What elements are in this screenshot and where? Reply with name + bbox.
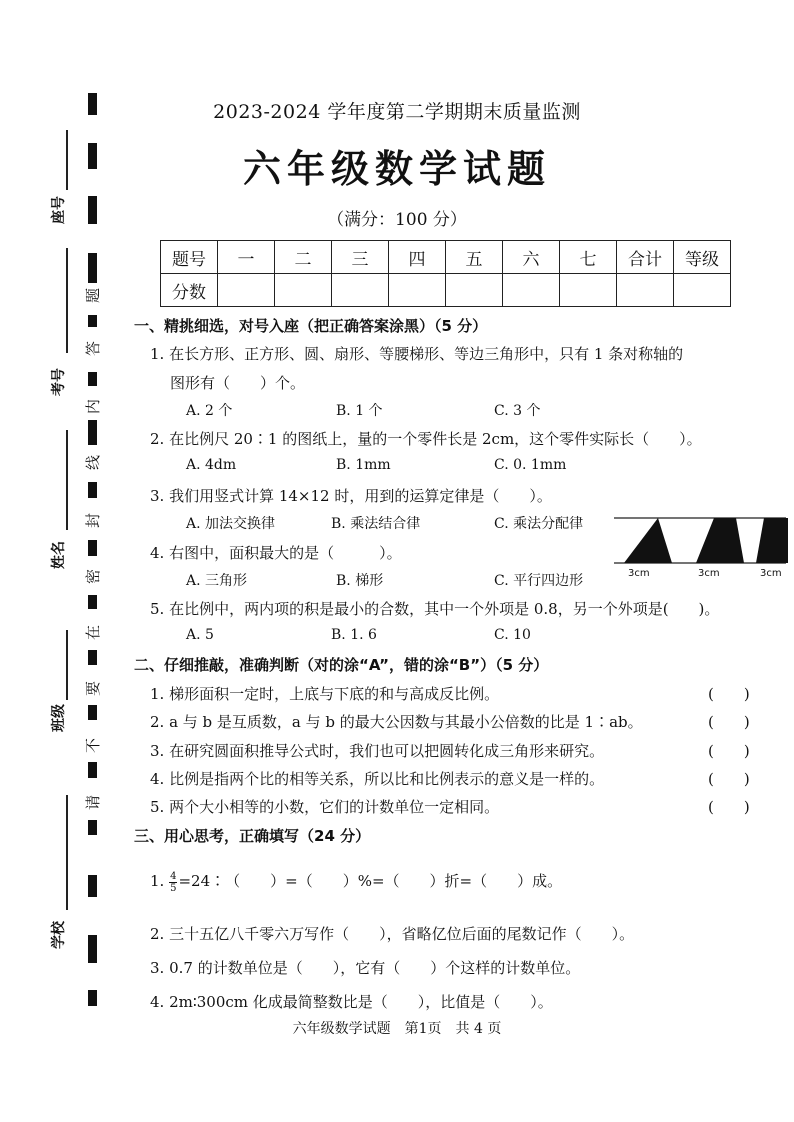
- question-text: 图形有（ ）个。: [170, 374, 306, 392]
- question-text: 2. 三十五亿八千零六万写作（ ），省略亿位后面的尾数记作（ ）。: [150, 925, 635, 943]
- option-c[interactable]: C. 3 个: [494, 403, 541, 419]
- score-table-header-row: [161, 241, 731, 274]
- option-c[interactable]: C. 平行四边形: [494, 573, 584, 589]
- binding-mark: [88, 540, 97, 556]
- warning-char: 请: [84, 794, 103, 811]
- binding-mark: [88, 650, 97, 665]
- figure-label: 3cm: [698, 568, 720, 579]
- triangle-shape: [624, 518, 672, 563]
- option-b[interactable]: B. 1 个: [336, 403, 383, 419]
- answer-paren[interactable]: ( ): [708, 798, 750, 816]
- warning-char: 线: [84, 454, 103, 471]
- score-cell[interactable]: [446, 274, 503, 307]
- question-text: 5. 在比例中，两内项的积是最小的合数，其中一个外项是 0.8，另一个外项是( )。: [150, 600, 720, 618]
- binding-mark: [88, 315, 97, 327]
- score-cell[interactable]: [503, 274, 560, 307]
- question-text: 3. 0.7 的计数单位是（ ），它有（ ）个这样的计数单位。: [150, 959, 581, 977]
- question-text: 4. 右图中，面积最大的是（ ）。: [150, 544, 402, 562]
- question-number: 1.: [150, 872, 165, 890]
- warning-char: 不: [84, 737, 103, 754]
- warning-char: 内: [84, 398, 103, 415]
- seat-label: 座号: [51, 196, 67, 224]
- section-3-title: 三、用心思考，正确填写（24 分）: [134, 827, 371, 845]
- binding-mark: [88, 875, 97, 897]
- question-text: 2. 在比例尺 20∶1 的图纸上，量的一个零件长是 2cm，这个零件实际长（ ）。: [150, 430, 702, 448]
- option-c[interactable]: C. 乘法分配律: [494, 516, 584, 532]
- option-a[interactable]: A. 三角形: [186, 573, 248, 589]
- answer-paren[interactable]: ( ): [708, 742, 750, 760]
- option-b[interactable]: B. 1. 6: [331, 627, 377, 643]
- question-text: 3. 在研究圆面积推导公式时，我们也可以把圆转化成三角形来研究。: [150, 742, 605, 760]
- option-c[interactable]: C. 0. 1mm: [494, 457, 567, 473]
- fraction: [169, 871, 177, 894]
- option-b[interactable]: B. 1mm: [336, 457, 391, 473]
- question-text: 1. 在长方形、正方形、圆、扇形、等腰梯形、等边三角形中，只有 1 条对称轴的: [150, 345, 684, 363]
- score-cell[interactable]: [218, 274, 275, 307]
- question-text: [150, 870, 562, 894]
- score-cell[interactable]: [617, 274, 674, 307]
- score-table-header-cell: 六: [503, 241, 560, 274]
- question-rest: =24∶（ ）=（ ）%=（ ）折=（ ）成。: [178, 872, 563, 890]
- binding-mark: [88, 935, 97, 963]
- warning-char: 密: [84, 568, 103, 585]
- answer-paren[interactable]: ( ): [708, 685, 750, 703]
- score-cell[interactable]: [560, 274, 617, 307]
- option-b[interactable]: B. 乘法结合律: [331, 516, 421, 532]
- question-text: 1. 梯形面积一定时，上底与下底的和与高成反比例。: [150, 685, 500, 703]
- score-cell[interactable]: [332, 274, 389, 307]
- warning-char: 在: [84, 624, 103, 641]
- question-text: 4. 比例是指两个比的相等关系，所以比和比例表示的意义是一样的。: [150, 770, 605, 788]
- class-label: 班级: [51, 704, 67, 732]
- warning-char: 答: [84, 340, 103, 357]
- binding-mark: [88, 420, 97, 445]
- warning-char: 题: [84, 287, 103, 304]
- score-table: [160, 240, 731, 307]
- score-cell[interactable]: [674, 274, 731, 307]
- option-a[interactable]: A. 加法交换律: [186, 516, 276, 532]
- fraction-denominator: 5: [170, 882, 177, 894]
- trapezoid-shape: [696, 518, 744, 563]
- school-label: 学校: [51, 921, 67, 949]
- answer-paren[interactable]: ( ): [708, 770, 750, 788]
- warning-char: 封: [84, 512, 103, 529]
- figure-label: 3cm: [760, 568, 782, 579]
- fill-line: [66, 248, 68, 353]
- question-text: 2. a 与 b 是互质数，a 与 b 的最大公因数与其最小公倍数的比是 1∶ab。: [150, 713, 643, 731]
- question-text: 4. 2m∶300cm 化成最简整数比是（ ），比值是（ ）。: [150, 993, 553, 1011]
- page-footer: 六年级数学试题 第1页 共 4 页: [292, 1021, 502, 1037]
- binding-mark: [88, 705, 97, 720]
- parallelogram-shape: [756, 518, 788, 563]
- binding-mark: [88, 820, 97, 835]
- binding-mark: [88, 253, 97, 283]
- figure-label: 3cm: [628, 568, 650, 579]
- binding-mark: [88, 482, 97, 498]
- option-a[interactable]: A. 2 个: [186, 403, 233, 419]
- binding-mark: [88, 595, 97, 609]
- answer-paren[interactable]: ( ): [708, 713, 750, 731]
- score-table-score-row: [161, 274, 731, 307]
- score-table-header-cell: 二: [275, 241, 332, 274]
- full-score: （满分：100 分）: [327, 210, 467, 230]
- option-a[interactable]: A. 5: [186, 627, 214, 643]
- warning-char: 要: [84, 680, 103, 697]
- score-table-header-cell: 七: [560, 241, 617, 274]
- question-text: 5. 两个大小相等的小数，它们的计数单位一定相同。: [150, 798, 500, 816]
- name-label: 姓名: [51, 541, 67, 569]
- score-cell[interactable]: [389, 274, 446, 307]
- score-cell[interactable]: [275, 274, 332, 307]
- question-text: 3. 我们用竖式计算 14×12 时，用到的运算定律是（ ）。: [150, 487, 552, 505]
- option-a[interactable]: A. 4dm: [186, 457, 237, 473]
- score-table-header-cell: 一: [218, 241, 275, 274]
- score-table-header-cell: 四: [389, 241, 446, 274]
- fill-line: [66, 795, 68, 910]
- score-table-header-cell: 合计: [617, 241, 674, 274]
- fraction-numerator: 4: [170, 870, 177, 882]
- score-table-header-cell: 五: [446, 241, 503, 274]
- binding-mark: [88, 990, 97, 1006]
- score-table-header-cell: 等级: [674, 241, 731, 274]
- score-row-label: 分数: [161, 274, 218, 307]
- fill-line: [66, 630, 68, 700]
- exam-no-label: 考号: [51, 368, 67, 396]
- section-1-title: 一、精挑细选，对号入座（把正确答案涂黑）（5 分）: [134, 317, 488, 335]
- section-2-title: 二、仔细推敲，准确判断（对的涂“A”，错的涂“B”）（5 分）: [134, 656, 549, 674]
- option-c[interactable]: C. 10: [494, 627, 531, 643]
- page-title: 六年级数学试题: [242, 146, 551, 191]
- option-b[interactable]: B. 梯形: [336, 573, 384, 589]
- fill-line: [66, 430, 68, 530]
- binding-mark: [88, 372, 97, 386]
- binding-mark: [88, 762, 97, 778]
- score-table-header-cell: 题号: [161, 241, 218, 274]
- score-table-header-cell: 三: [332, 241, 389, 274]
- exam-period-title: 2023-2024 学年度第二学期期末质量监测: [213, 101, 581, 123]
